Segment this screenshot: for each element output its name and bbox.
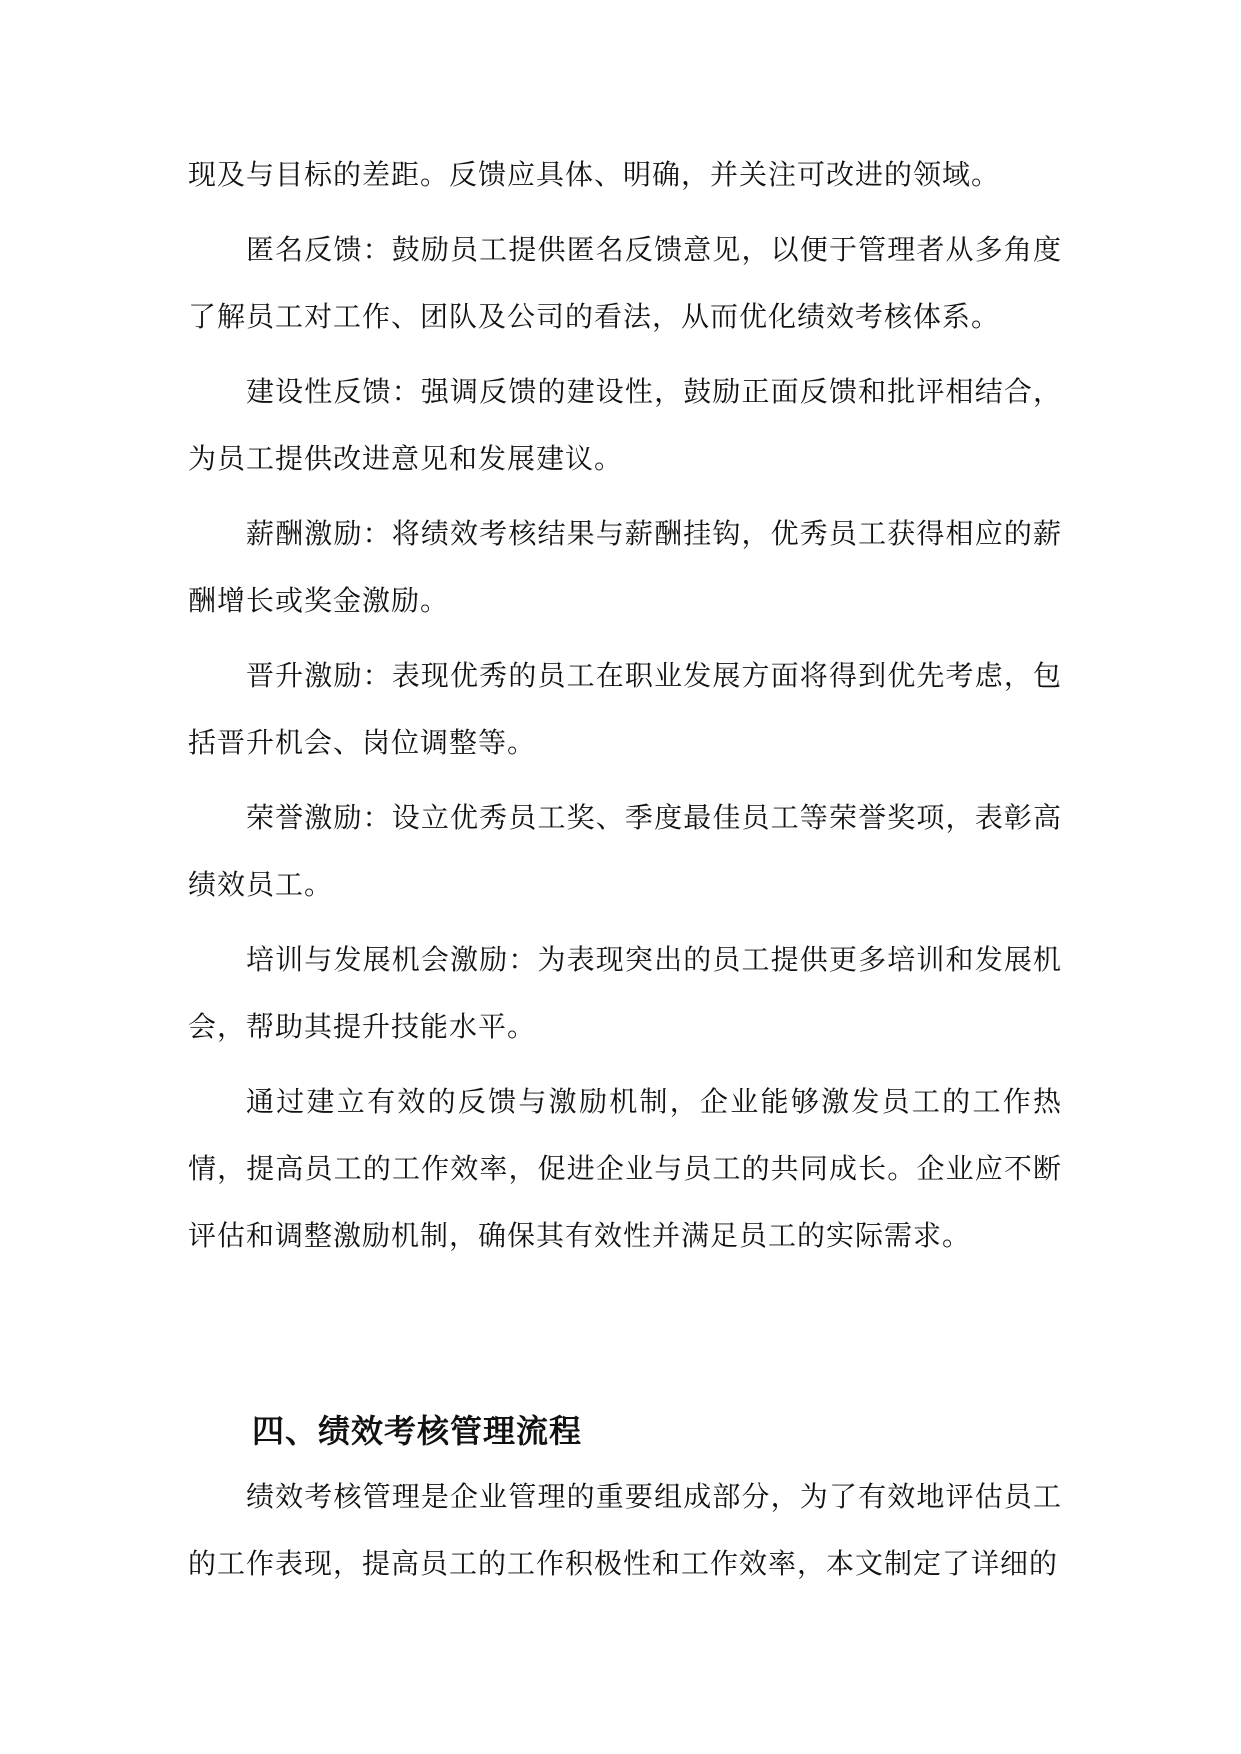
paragraph-honor-incentive: 荣誉激励：设立优秀员工奖、季度最佳员工等荣誉奖项，表彰高绩效员工。 [188, 801, 1062, 901]
paragraph-anonymous-feedback: 匿名反馈：鼓励员工提供匿名反馈意见，以便于管理者从多角度了解员工对工作、团队及公司的看法，从而优化绩效考核体系。 [188, 233, 1062, 333]
paragraph-promotion-incentive: 晋升激励：表现优秀的员工在职业发展方面将得到优先考虑，包括晋升机会、岗位调整等。 [188, 659, 1062, 759]
paragraph-constructive-feedback: 建设性反馈：强调反馈的建设性，鼓励正面反馈和批评相结合，为员工提供改进意见和发展建议。 [188, 375, 1062, 475]
paragraph-salary-incentive: 薪酬激励：将绩效考核结果与薪酬挂钩，优秀员工获得相应的薪酬增长或奖金激励。 [188, 517, 1062, 617]
paragraph-continuation: 现及与目标的差距。反馈应具体、明确，并关注可改进的领域。 [188, 158, 1001, 191]
section-heading: 四、绩效考核管理流程 [252, 1411, 583, 1450]
paragraph-training-incentive: 培训与发展机会激励：为表现突出的员工提供更多培训和发展机会，帮助其提升技能水平。 [188, 943, 1062, 1043]
paragraph-section-intro: 绩效考核管理是企业管理的重要组成部分，为了有效地评估员工的工作表现，提高员工的工作积极性和工作效率，本文制定了详细的 [188, 1480, 1062, 1580]
paragraph-summary: 通过建立有效的反馈与激励机制，企业能够激发员工的工作热情，提高员工的工作效率，促进企业与员工的共同成长。企业应不断评估和调整激励机制，确保其有效性并满足员工的实际需求。 [188, 1085, 1062, 1252]
